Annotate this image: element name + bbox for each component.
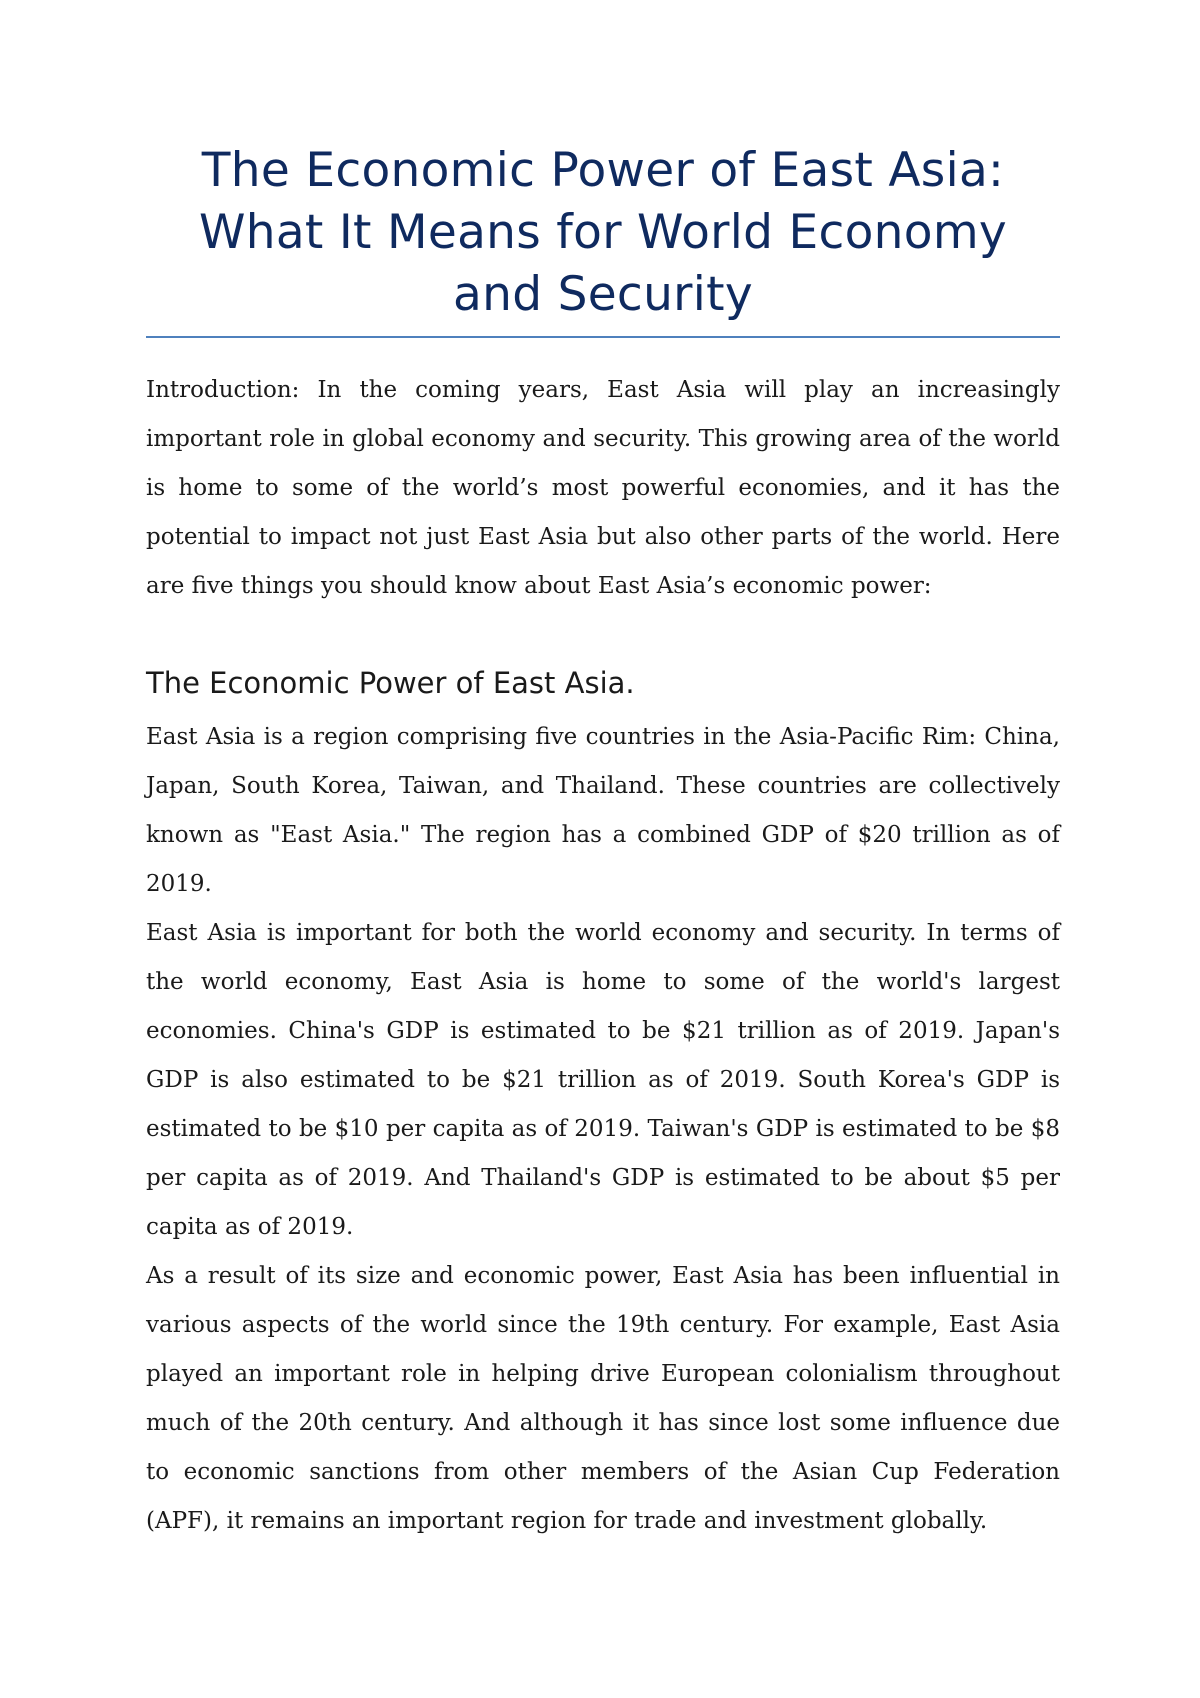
- section-paragraph-1: East Asia is a region comprising five countries in the Asia-Pacific Rim: China, Japan, South Korea, Taiwan, and Thailand. These countries are collectively known as "East Asia." The region has a combined GDP of $20 trillion as of 2019.: [146, 724, 1060, 897]
- intro-paragraph: Introduction: In the coming years, East Asia will play an increasingly important role in global economy and security. This growing area of the world is home to some of the world’s most powerful economies, and it has the potential to impact not just East Asia but also other parts of the world. Here are five things you should know about East Asia’s economic power:: [146, 377, 1060, 599]
- title-divider: [146, 336, 1060, 338]
- title-line-2: What It Means for World Economy: [198, 205, 1008, 260]
- title-line-3: and Security: [453, 267, 753, 322]
- document-page: [146, 140, 1060, 1546]
- section-paragraph-2: East Asia is important for both the world economy and security. In terms of the world economy, East Asia is home to some of the world's largest economies. China's GDP is estimated to be $21 trillion as of 2019. Japan's GDP is also estimated to be $21 trillion as of 2019. South Korea's GDP is estimated to be $10 per capita as of 2019. Taiwan's GDP is estimated to be $8 per capita as of 2019. And Thailand's GDP is estimated to be about $5 per capita as of 2019.: [146, 920, 1060, 1240]
- document-title: [146, 140, 1060, 326]
- section-paragraph-3: As a result of its size and economic power, East Asia has been influential in various aspects of the world since the 19th century. For example, East Asia played an important role in helping drive European colonialism throughout much of the 20th century. And although it has since lost some influence due to economic sanctions from other members of the Asian Cup Federation (APF), it remains an important region for trade and investment globally.: [146, 1263, 1060, 1534]
- section-heading: The Economic Power of East Asia.: [146, 666, 635, 700]
- title-line-1: The Economic Power of East Asia:: [201, 143, 1005, 198]
